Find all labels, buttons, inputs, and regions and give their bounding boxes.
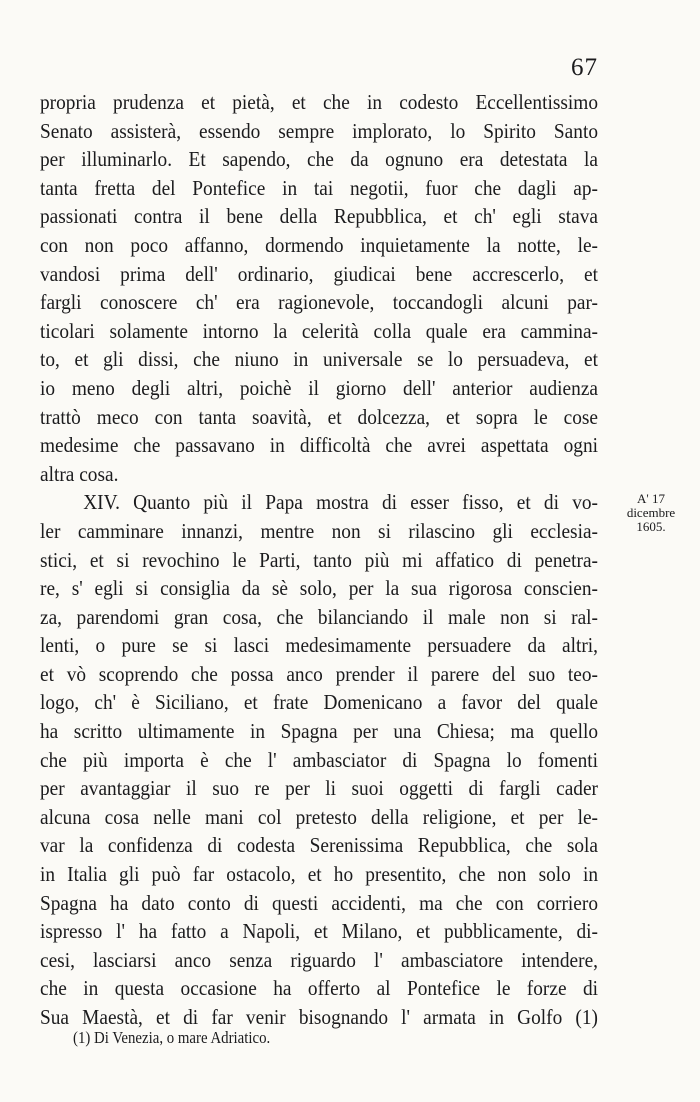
page-number: 67 xyxy=(571,54,598,81)
text-line: in Italia gli può far ostacolo, et ho presentito, che non solo in xyxy=(40,862,598,887)
text-line: za, parendomi gran cosa, che bilanciando il male non si ral- xyxy=(40,604,598,629)
text-line: con non poco affanno, dormendo inquietamente la notte, le- xyxy=(40,232,598,257)
text-line: to, et gli dissi, che niuno in universale se lo persuadeva, et xyxy=(40,347,598,372)
margin-date-note xyxy=(606,492,696,534)
text-line: tanta fretta del Pontefice in tai negotii, fuor che dagli ap- xyxy=(40,175,598,200)
text-line: cesi, lasciarsi anco senza riguardo l' ambasciatore intendere, xyxy=(40,947,598,972)
paragraph-2 xyxy=(40,488,598,1031)
text-line: et vò scoprendo che possa anco prender il parere del suo teo- xyxy=(40,661,598,686)
text-line: propria prudenza et pietà, et che in codesto Eccellentissimo xyxy=(40,90,598,114)
text-line: var la confidenza di codesta Serenissima Repubblica, che sola xyxy=(40,833,598,858)
text-line: fargli conoscere ch' era ragionevole, toccandogli alcuni par- xyxy=(40,290,598,315)
text-line: medesime che passavano in difficoltà che avrei aspettata ogni xyxy=(40,433,598,458)
text-line: Senato assisterà, essendo sempre implorato, lo Spirito Santo xyxy=(40,118,598,143)
body-text xyxy=(40,88,598,1032)
text-line: Spagna ha dato conto di questi accidenti, ma che con corriero xyxy=(40,890,598,915)
text-line: logo, ch' è Siciliano, et frate Domenicano a favor del quale xyxy=(40,690,598,715)
text-line: Sua Maestà, et di far venir bisognando l' armata in Golfo (1) xyxy=(40,1005,598,1029)
text-line: io meno degli altri, poichè il giorno dell' anterior audienza xyxy=(40,375,598,400)
text-line: che più importa è che l' ambasciator di Spagna lo fomenti xyxy=(40,747,598,772)
text-line: per illuminarlo. Et sapendo, che da ognuno era detestata la xyxy=(40,147,598,172)
text-line: ticolari solamente intorno la celerità colla quale era cammina- xyxy=(40,318,598,343)
text-line: re, s' egli si consiglia da sè solo, per la sua rigorosa conscien- xyxy=(40,576,598,601)
text-line: XIV. Quanto più il Papa mostra di esser fisso, et di vo- xyxy=(83,490,598,515)
text-line: ler camminare innanzi, mentre non si rilascino gli ecclesia- xyxy=(40,518,598,543)
margin-date-day: A' 17 xyxy=(637,491,665,506)
text-line: altra cosa. xyxy=(40,461,119,486)
margin-date-month: dicembre xyxy=(626,505,676,520)
footnote: (1) Di Venezia, o mare Adriatico. xyxy=(73,1028,271,1047)
text-line: ha scritto ultimamente in Spagna per una Chiesa; ma quello xyxy=(40,719,598,744)
text-line: che in questa occasione ha offerto al Pontefice le forze di xyxy=(40,976,598,1001)
margin-date-year: 1605. xyxy=(636,519,666,534)
paragraph-1 xyxy=(40,88,598,488)
text-line: vandosi prima dell' ordinario, giudicai bene accrescerlo, et xyxy=(40,261,598,286)
text-line: per avantaggiar il suo re per li suoi oggetti di fargli cader xyxy=(40,776,598,801)
text-line: stici, et si revochino le Parti, tanto più mi affatico di penetra- xyxy=(40,547,598,572)
text-line: ispresso l' ha fatto a Napoli, et Milano, et pubblicamente, di- xyxy=(40,919,598,944)
text-line: lenti, o pure se si lasci medesimamente persuadere da altri, xyxy=(40,633,598,658)
text-line: trattò meco con tanta soavità, et dolcezza, et sopra le cose xyxy=(40,404,598,429)
text-line: passionati contra il bene della Repubblica, et ch' egli stava xyxy=(40,204,598,229)
text-line: alcuna cosa nelle mani col pretesto della religione, et per le- xyxy=(40,804,598,829)
